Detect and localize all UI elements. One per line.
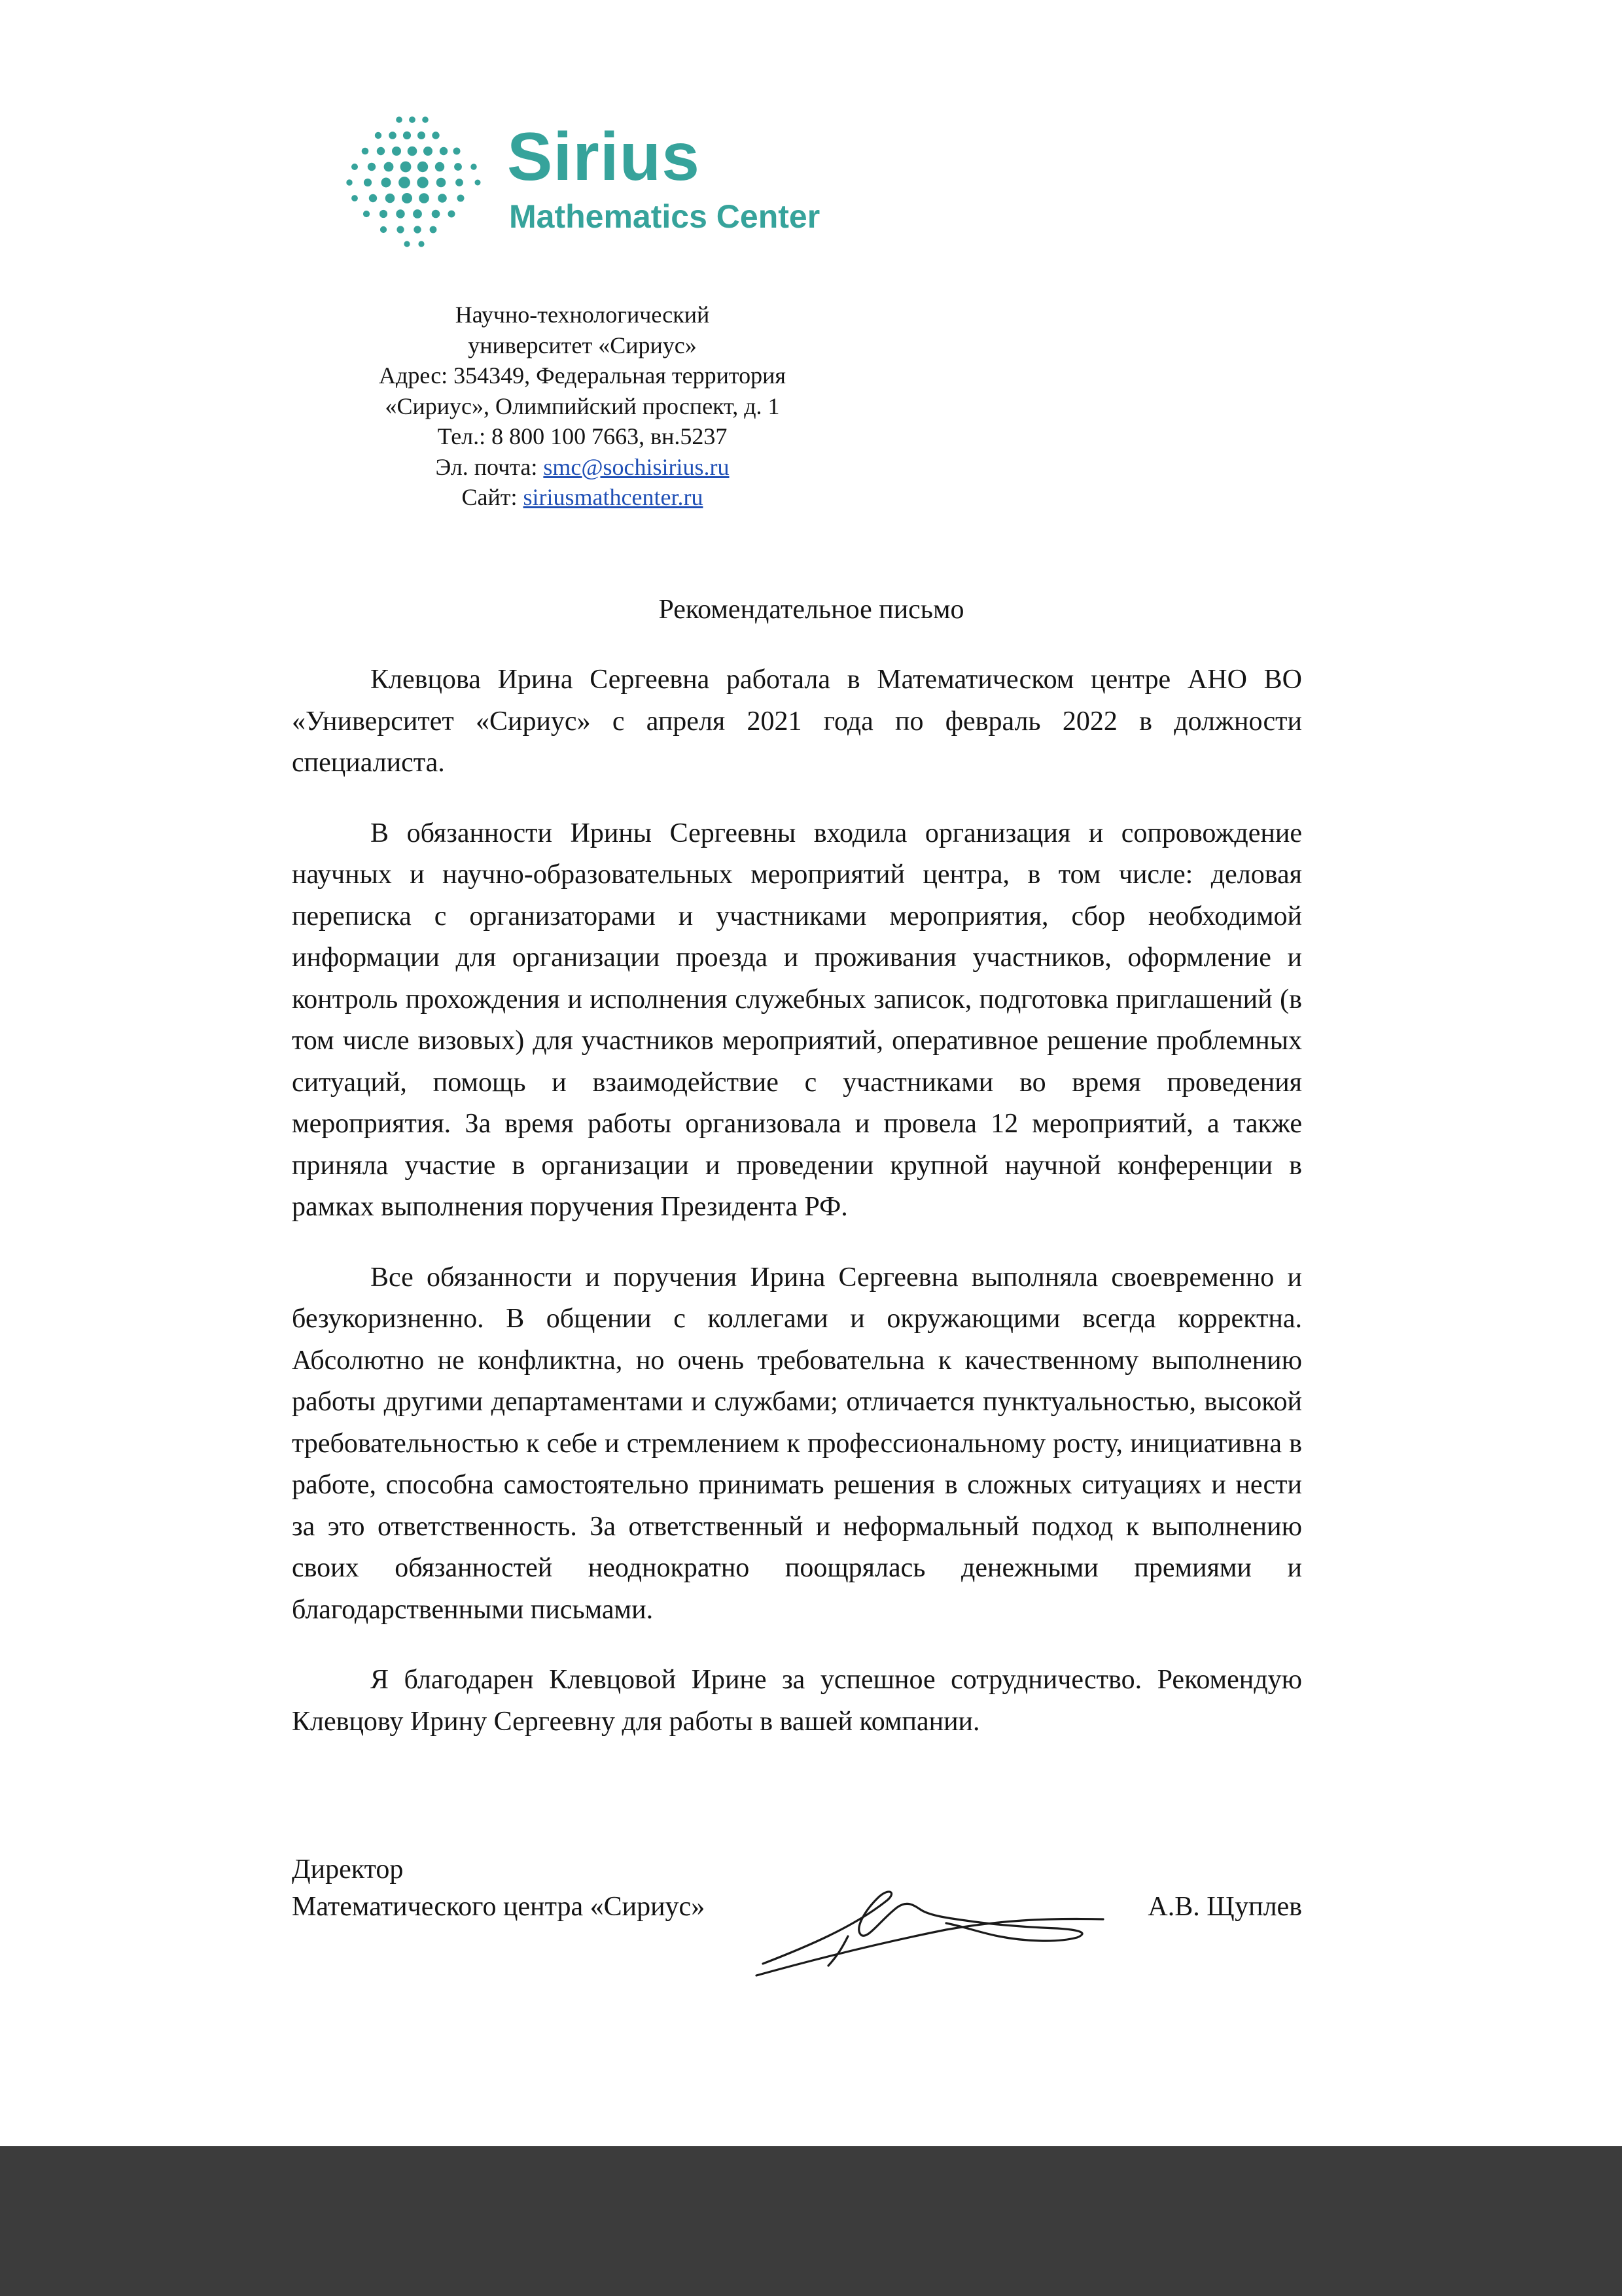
logo-dot xyxy=(438,194,447,203)
document-title: Рекомендательное письмо xyxy=(658,595,964,625)
logo-subtitle: Mathematics Center xyxy=(509,198,820,235)
viewer-bottom-bar xyxy=(0,2146,1622,2296)
paragraph-1: Клевцова Ирина Сергеевна работала в Математическом центре АНО ВО «Университет «Сириус» с апреля 2021 года по февраль 2022 в должности специалиста. xyxy=(292,665,1302,778)
signer-name: А.В. Щуплев xyxy=(1148,1892,1302,1922)
logo-dot xyxy=(418,241,424,247)
site-link[interactable]: siriusmathcenter.ru xyxy=(523,484,703,510)
sirius-logo xyxy=(340,105,877,255)
address-line-4: «Сириус», Олимпийский проспект, д. 1 xyxy=(385,392,780,419)
logo-dot xyxy=(369,194,377,202)
logo-dot xyxy=(400,162,412,173)
address-line-2: университет «Сириус» xyxy=(468,332,697,358)
logo-dot xyxy=(436,178,446,188)
logo-dot xyxy=(381,178,391,188)
site-label: Сайт: xyxy=(461,484,523,510)
logo-dot xyxy=(475,180,481,186)
logo-dot xyxy=(363,211,370,217)
logo-title: Sirius xyxy=(507,119,700,195)
logo-dot xyxy=(470,164,476,169)
paragraph-4: Я благодарен Клевцовой Ирине за успешное сотрудничество. Рекомендую Клевцову Ирину Сергеевну для работы в вашей компании. xyxy=(292,1665,1302,1737)
logo-dot xyxy=(414,226,421,233)
logo-dot xyxy=(396,116,402,123)
logo-dot xyxy=(346,179,352,185)
logo-dot xyxy=(396,209,404,218)
logo-dot xyxy=(351,195,358,201)
logo-dot xyxy=(380,226,387,233)
logo-dot xyxy=(413,209,422,218)
logo-dot xyxy=(368,163,376,171)
signer-role-line-1: Директор xyxy=(292,1854,404,1885)
logo-dot xyxy=(377,147,385,155)
logo-dot xyxy=(448,211,455,218)
logo-dot xyxy=(408,147,417,156)
logo-dot xyxy=(364,179,372,186)
email-link[interactable]: smc@sochisirius.ru xyxy=(543,453,730,480)
logo-dot xyxy=(422,116,429,123)
logo-dot xyxy=(457,195,465,202)
logo-dot xyxy=(440,147,448,155)
logo-dot xyxy=(417,177,428,188)
dot-cluster-icon xyxy=(340,111,491,249)
logo-dot xyxy=(402,193,412,203)
address-block xyxy=(288,300,877,513)
letter-body xyxy=(292,659,1302,1771)
logo-dot xyxy=(430,226,437,234)
address-line-3: Адрес: 354349, Федеральная территория xyxy=(379,362,786,389)
logo-dot xyxy=(384,162,394,172)
logo-dot xyxy=(409,116,415,123)
logo-dot xyxy=(453,148,461,155)
phone-line: Тел.: 8 800 100 7663, вн.5237 xyxy=(437,423,728,449)
logo-dot xyxy=(435,162,444,171)
paragraph-3: Все обязанности и поручения Ирина Сергеевна выполняла своевременно и безукоризненно. В общении с коллегами и окружающими всегда корректна. Абсолютно не конфликтна, но очень требовательна к качественному выполнению работы другими департаментами и службами; отличается пунктуальностью, высокой требовательностью к себе и стремлением к профессиональному росту, инициативна в работе, способна самостоятельно принимать решения в сложных ситуациях и нести за это ответственность. За ответственный и неформальный подход к выполнению своих обязанностей неоднократно поощрялась денежными премиями и благодарственными письмами. xyxy=(292,1262,1302,1625)
logo-dot xyxy=(351,164,358,170)
logo-dot xyxy=(385,194,395,203)
handwritten-signature xyxy=(750,1864,1116,1982)
logo-dot xyxy=(397,226,404,233)
logo-dot xyxy=(375,132,381,139)
address-line-1: Научно-технологический xyxy=(455,302,710,328)
logo-dot xyxy=(417,131,425,139)
logo-dot xyxy=(404,241,410,247)
logo-dot xyxy=(417,162,428,172)
logo-dot xyxy=(419,193,429,203)
logo-dot xyxy=(379,210,387,218)
email-line xyxy=(288,452,877,483)
signer-role-line-2: Математического центра «Сириус» xyxy=(292,1892,705,1922)
site-line xyxy=(288,482,877,513)
logo-dot xyxy=(432,131,439,139)
logo-dot xyxy=(455,179,463,186)
logo-dot xyxy=(423,147,432,156)
logo-dot xyxy=(454,163,462,171)
logo-dot xyxy=(389,131,397,139)
logo-dot xyxy=(403,131,411,139)
email-label: Эл. почта: xyxy=(435,453,544,480)
logo-dot xyxy=(362,148,369,155)
signature-block xyxy=(292,1851,1302,1969)
logo-dot xyxy=(392,147,401,156)
paragraph-2: В обязанности Ирины Сергеевны входила организация и сопровождение научных и научно-образовательных мероприятий центра, в том числе: деловая переписка с организаторами и участниками мероприятия, сбор необходимой информации для организации проезда и проживания участников, оформление и контроль прохождения и исполнения служебных записок, подготовка приглашений (в том числе визовых) для участников мероприятий, оперативное решение проблемных ситуаций, помощь и взаимодействие с участниками во время проведения мероприятия. За время работы организовала и провела 12 мероприятий, а также приняла участие в организации и проведении крупной научной конференции в рамках выполнения поручения Президента РФ. xyxy=(292,818,1302,1222)
logo-dot xyxy=(398,177,410,188)
logo-dot xyxy=(432,210,440,218)
